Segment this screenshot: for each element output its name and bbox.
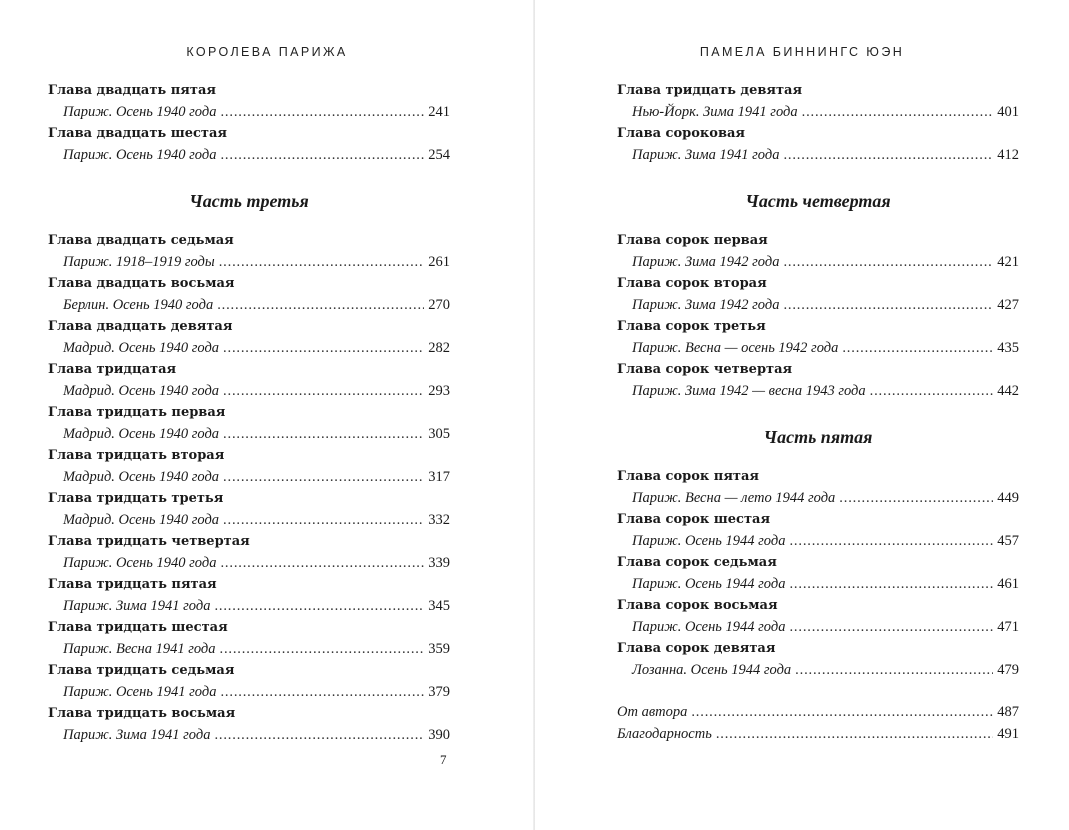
entry-page-number: 379 [428,684,450,700]
toc-entry [48,638,450,660]
chapter-title: Глава сорок девятая [617,641,776,656]
entry-page-number: 345 [428,598,450,614]
toc-entry [48,724,450,746]
toc-entry [48,101,450,123]
dot-leader [217,294,424,316]
entry-subtitle: Париж. Весна — осень 1942 года [632,340,839,356]
toc-entry [48,552,450,574]
toc-entry [48,294,450,316]
entry-page-number: 270 [428,297,450,313]
chapter-title: Глава двадцать седьмая [48,233,234,248]
dot-leader [220,638,425,660]
dot-leader [223,509,424,531]
dot-leader [783,294,993,316]
toc-entry [48,681,450,703]
toc-entry [48,144,450,166]
toc-entry [48,337,450,359]
table-of-contents-right [617,80,1019,745]
back-matter-entry [617,701,1019,723]
toc-entry [48,251,450,273]
entry-page-number: 427 [997,297,1019,313]
entry-subtitle: Мадрид. Осень 1940 года [63,512,220,528]
toc-entry [48,380,450,402]
entry-subtitle: Париж. Осень 1940 года [63,147,217,163]
chapter-title: Глава тридцать девятая [617,83,803,98]
dot-leader [789,530,993,552]
entry-subtitle: Париж. Весна 1941 года [63,641,216,657]
entry-page-number: 293 [428,383,450,399]
entry-page-number: 317 [428,469,450,485]
entry-page-number: 442 [997,383,1019,399]
chapter-title: Глава тридцать первая [48,405,226,420]
entry-page-number: 359 [428,641,450,657]
entry-subtitle: Париж. Осень 1944 года [632,619,786,635]
dot-leader [220,101,424,123]
entry-page-number: 339 [428,555,450,571]
entry-page-number: 241 [428,104,450,120]
chapter-title: Глава двадцать пятая [48,83,216,98]
left-page [0,0,534,830]
entry-page-number: 261 [428,254,450,270]
chapter-title: Глава сороковая [617,126,746,141]
chapter-title: Глава тридцать шестая [48,620,228,635]
dot-leader [220,144,424,166]
chapter-title: Глава тридцать пятая [48,577,217,592]
toc-entry [617,337,1019,359]
chapter-title: Глава тридцать третья [48,491,224,506]
dot-leader [789,573,993,595]
toc-entry [617,380,1019,402]
dot-leader [691,701,993,723]
part-title: Часть пятая [763,427,873,447]
entry-subtitle: Париж. Зима 1942 — весна 1943 года [632,383,866,399]
chapter-title: Глава сорок третья [617,319,766,334]
toc-entry [48,509,450,531]
toc-entry [48,466,450,488]
entry-subtitle: Париж. Осень 1940 года [63,104,217,120]
entry-subtitle: Париж. Зима 1941 года [63,727,211,743]
dot-leader [220,681,424,703]
entry-subtitle: Париж. Осень 1941 года [63,684,217,700]
entry-subtitle: Мадрид. Осень 1940 года [63,340,220,356]
running-head-author: ПАМЕЛА БИННИНГС ЮЭН [699,45,905,59]
entry-subtitle: Париж. Зима 1941 года [632,147,780,163]
chapter-title: Глава тридцатая [48,362,177,377]
chapter-title: Глава тридцать восьмая [48,706,236,721]
toc-entry [48,595,450,617]
entry-subtitle: Мадрид. Осень 1940 года [63,469,220,485]
entry-page-number: 332 [428,512,450,528]
entry-subtitle: Лозанна. Осень 1944 года [632,662,792,678]
dot-leader [795,659,993,681]
part-title: Часть третья [189,191,309,211]
entry-subtitle: Париж. Осень 1944 года [632,533,786,549]
dot-leader [223,337,424,359]
dot-leader [716,723,993,745]
toc-entry [617,294,1019,316]
entry-page-number: 390 [428,727,450,743]
part-title: Часть четвертая [745,191,891,211]
entry-page-number: 412 [997,147,1019,163]
chapter-title: Глава сорок пятая [617,469,760,484]
toc-entry [617,144,1019,166]
entry-subtitle: Берлин. Осень 1940 года [63,297,214,313]
entry-page-number: 479 [997,662,1019,678]
toc-entry [617,659,1019,681]
dot-leader [219,251,425,273]
chapter-title: Глава сорок седьмая [617,555,777,570]
dot-leader [839,487,993,509]
entry-subtitle: Париж. Весна — лето 1944 года [632,490,836,506]
dot-leader [223,466,424,488]
entry-subtitle: Благодарность [617,726,712,742]
dot-leader [223,423,424,445]
entry-page-number: 457 [997,533,1019,549]
page-number: 7 [440,752,447,767]
entry-page-number: 282 [428,340,450,356]
entry-page-number: 487 [997,704,1019,720]
entry-page-number: 461 [997,576,1019,592]
dot-leader [214,595,424,617]
toc-entry [48,423,450,445]
toc-entry [617,530,1019,552]
toc-entry [617,616,1019,638]
entry-subtitle: Нью-Йорк. Зима 1941 года [632,104,798,120]
entry-subtitle: Париж. Зима 1942 года [632,254,780,270]
chapter-title: Глава тридцать седьмая [48,663,235,678]
chapter-title: Глава двадцать девятая [48,319,233,334]
entry-subtitle: Париж. 1918–1919 годы [63,254,215,270]
dot-leader [783,251,993,273]
dot-leader [870,380,994,402]
back-matter-entry [617,723,1019,745]
section-spacer [617,681,1019,701]
entry-page-number: 421 [997,254,1019,270]
entry-subtitle: Париж. Осень 1940 года [63,555,217,571]
chapter-title: Глава двадцать восьмая [48,276,235,291]
dot-leader [789,616,993,638]
chapter-title: Глава сорок шестая [617,512,771,527]
entry-page-number: 254 [428,147,450,163]
entry-page-number: 471 [997,619,1019,635]
dot-leader [842,337,993,359]
entry-subtitle: Мадрид. Осень 1940 года [63,426,220,442]
table-of-contents-left [48,80,450,746]
chapter-title: Глава сорок первая [617,233,768,248]
chapter-title: Глава сорок вторая [617,276,767,291]
dot-leader [214,724,424,746]
entry-page-number: 435 [997,340,1019,356]
entry-page-number: 491 [997,726,1019,742]
entry-subtitle: Мадрид. Осень 1940 года [63,383,220,399]
entry-page-number: 305 [428,426,450,442]
toc-entry [617,487,1019,509]
entry-page-number: 449 [997,490,1019,506]
dot-leader [783,144,993,166]
toc-entry [617,251,1019,273]
dot-leader [802,101,994,123]
entry-subtitle: Париж. Осень 1944 года [632,576,786,592]
chapter-title: Глава тридцать четвертая [48,534,250,549]
entry-subtitle: Париж. Зима 1942 года [632,297,780,313]
chapter-title: Глава двадцать шестая [48,126,228,141]
dot-leader [223,380,424,402]
toc-entry [617,101,1019,123]
chapter-title: Глава тридцать вторая [48,448,225,463]
entry-page-number: 401 [997,104,1019,120]
running-head-title: КОРОЛЕВА ПАРИЖА [186,45,348,59]
dot-leader [220,552,424,574]
right-page [535,0,1069,830]
entry-subtitle: От автора [617,704,688,720]
entry-subtitle: Париж. Зима 1941 года [63,598,211,614]
toc-entry [617,573,1019,595]
chapter-title: Глава сорок четвертая [617,362,793,377]
chapter-title: Глава сорок восьмая [617,598,778,613]
